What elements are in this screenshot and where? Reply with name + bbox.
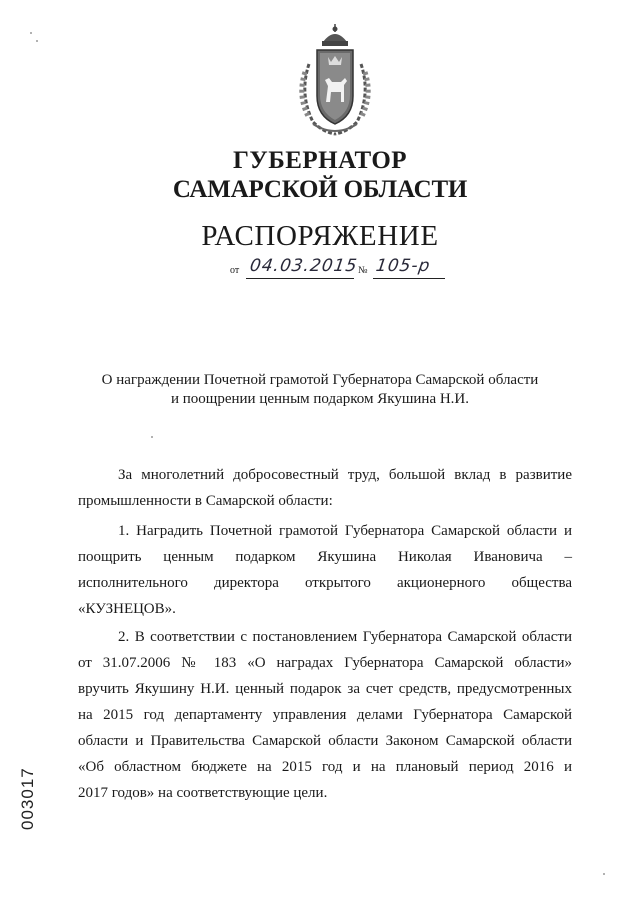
date-value: 04.03.2015: [248, 256, 359, 276]
coat-of-arms-icon: [295, 24, 375, 139]
item2-line2: от 31.07.2006 № 183 «О наградах Губернатора Самарской области»: [78, 655, 572, 671]
item2-line1: 2. В соответствии с постановлением Губернатора Самарской области: [118, 629, 572, 645]
item1-line1: 1. Наградить Почетной грамотой Губернатора Самарской области и: [118, 523, 572, 539]
archive-number: 003017: [18, 767, 37, 830]
intro-line1: За многолетний добросовестный труд, большой вклад в развитие: [118, 467, 572, 483]
document-body: [78, 462, 572, 806]
item1-line3: исполнительного директора открытого акционерного общества: [78, 575, 572, 591]
item2-line4: на 2015 год департаменту управления делами Губернатора Самарской: [78, 707, 572, 723]
header-title-line1: ГУБЕРНАТОР: [232, 147, 408, 174]
date-number-line: [230, 256, 470, 284]
header-title-line2: САМАРСКОЙ ОБЛАСТИ: [172, 176, 468, 203]
item2-line5: области и Правительства Самарской области Законом Самарской области: [78, 733, 572, 749]
item2-line3: вручить Якушину Н.И. ценный подарок за счет средств, предусмотренных: [78, 681, 572, 697]
date-label: от: [230, 265, 240, 276]
title-line1: О награждении Почетной грамотой Губернатора Самарской области: [101, 372, 539, 388]
intro-line2: промышленности в Самарской области:: [78, 493, 333, 509]
title-line2: и поощрении ценным подарком Якушина Н.И.: [170, 391, 470, 407]
document-type: РАСПОРЯЖЕНИЕ: [201, 220, 439, 252]
item1-line2: поощрить ценным подарком Якушина Николая Ивановича –: [78, 549, 572, 565]
document-title: [0, 371, 640, 409]
item1-line4: «КУЗНЕЦОВ».: [78, 601, 176, 617]
number-label: №: [358, 265, 368, 276]
number-value: 105-р: [374, 256, 432, 276]
item2-line6: «Об областном бюджете на 2015 год и на плановый период 2016 и: [78, 759, 572, 775]
item2-line7: 2017 годов» на соответствующие цели.: [78, 785, 328, 801]
